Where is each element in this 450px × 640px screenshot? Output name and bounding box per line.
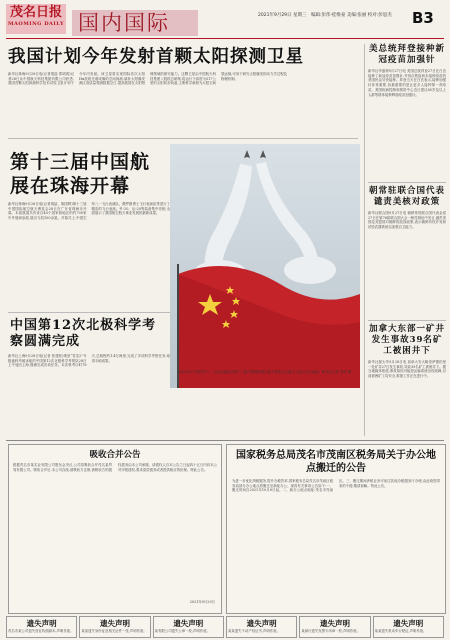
sidebar-headline-3: 加拿大东部一矿井发生事故39名矿工被困井下 [368, 324, 445, 356]
sun-headline: 我国计划今年发射首颗太阳探测卫星 [8, 47, 304, 67]
lost-notice [299, 616, 370, 638]
lost-notice-body: 某某遗失身份证及相关证件一张,声明作废。 [81, 629, 147, 633]
tax-notice-body: 为进一步优化纳税服务,提升办税效率,国家税务总局茂名市茂南区税务局部分办公地点将搬迁至新址办公。现将有关事项公告如下:一、搬迁时间自2021年10月8日起。二、新办公地点地址:茂名市茂南区。三、搬迁期间涉税业务可前往其他办税服务厅办理,由此给您带来的不便,敬请谅解。特此公告。 [232, 479, 440, 493]
lost-notice-title: 遗失声明 [319, 619, 350, 628]
lost-notice-title: 遗失声明 [26, 619, 57, 628]
airshow-body: 新华社珠海9月28日电(记者胡喆、陈国辉)第十三届中国国际航空航天博览会28日在广东省珠海市开幕。本届航展共有来自40个国家和地区的约700家中外展商参展,展出飞机100余架。开幕式上,中国空军八一飞行表演队、俄罗斯勇士飞行表演队等进行了精彩的飞行表演。歼-20、运-20等装备集中亮相,全面展示了我国航空航天事业发展的最新成果。 [8, 202, 170, 221]
sidebar-body-2: 新华社联合国9月27日电 朝鲜常驻联合国代表金星27日在第76届联合国大会一般性辩论中发言,谴责美国及其盟国对朝鲜的敌视政策,表示朝鲜有权开发和试验武器系统以加强自卫能力。 [368, 211, 446, 230]
lost-notice [79, 616, 150, 638]
lost-notice-body: 茂名市某公司遗失营业执照副本,声明作废。 [8, 629, 74, 633]
divider [368, 320, 446, 321]
merger-notice-title: 吸收合并公告 [89, 450, 141, 460]
divider [8, 312, 170, 313]
tax-notice [226, 444, 446, 614]
lost-notice-body: 某有限公司遗失公章一枚,声明作废。 [154, 629, 210, 633]
lost-notice [153, 616, 224, 638]
lost-notice-body: 某某遗失机动车行驶证,声明作废。 [374, 629, 427, 633]
merger-notice [8, 444, 222, 614]
sidebar-body-3: 新华社渥太华9月28日电 加拿大安大略省萨德伯里一处矿井27日发生事故,导致39名矿工被困井下。据当地媒体报道,事故原因可能是运输系统出现故障,目前被困矿工均安全,救援工作正在进行中。 [368, 360, 446, 379]
lost-notice-title: 遗失声明 [99, 619, 130, 628]
lost-notice-title: 遗失声明 [173, 619, 204, 628]
airshow-photo [170, 144, 360, 388]
flag-jets-illustration [170, 144, 360, 388]
logo-subtitle: MAOMING DAILY [7, 21, 65, 27]
newspaper-logo [6, 4, 66, 34]
column-rule [364, 44, 365, 436]
lost-notice-title: 遗失声明 [393, 619, 424, 628]
lost-notice [226, 616, 297, 638]
masthead-rule [6, 38, 444, 39]
page-number: B3 [412, 9, 434, 27]
divider [368, 182, 446, 183]
section-rule [6, 440, 444, 441]
tax-notice-title: 国家税务总局茂名市茂南区税务局关于办公地点搬迁的公告 [236, 450, 436, 474]
photo-caption: 9月28日,中国空军八一飞行表演队在第十三届中国国际航空航天博览会开幕式上进行飞行表演。新华社记者 邓华 摄 [178, 370, 352, 374]
sidebar-headline-2: 朝常驻联合国代表谴责美核对政策 [368, 186, 445, 207]
sun-body: 新华社珠海9月28日电(记者胡喆 郑明鸿)记者28日从中国航天科技集团有限公司获悉,我国首颗太阳探测科学技术试验卫星计划于今年内发射。该卫星将实现国际首次太阳Hα波段光谱成像的空间探测,填补太阳爆发源区高质量观测数据空白,提高我国在太阳物理领域的研究能力。这颗卫星由中国航天科技集团八院抓总研制,将运行于高度为517公里的太阳同步轨道,主要科学载荷为太阳空间望远镜,可用于研究太阳爆发的动力学过程及物理机制。 [8, 72, 287, 86]
sidebar [368, 44, 446, 436]
divider [8, 138, 358, 139]
lost-notice-body: 某某遗失不动产权证书,声明作废。 [227, 629, 280, 633]
lost-notice-body: 某商行遗失发票专用章一枚,声明作废。 [301, 629, 361, 633]
arctic-body: 新华社上海9月28日电(记者 张建松)乘坐“雪龙2”号极地科考破冰船的中国第12次北极科学考察队28日上午返回上海,圆满完成各项任务。本次科考历时78天,总航程约1.4万海里,完成了多项科学考察任务,取得丰硕成果。 [8, 354, 170, 368]
merger-notice-body: 根据茂名市某实业有限公司股东会决议,公司拟吸收合并茂名某贸易有限公司。吸收合并后,本公司存续,被吸收方注销,被吸收方的债权债务由本公司承继。请债权人自本公告之日起四十五日内向本公司申报债权,要求清偿债务或者提供相应的担保。特此公告。 [13, 463, 217, 472]
airshow-headline: 第十三届中国航展在珠海开幕 [10, 151, 151, 197]
lost-notice-title: 遗失声明 [246, 619, 277, 628]
lost-notices [6, 616, 444, 638]
lost-notice [373, 616, 444, 638]
section-title: 国内国际 [72, 10, 198, 36]
sidebar-headline-1: 美总统拜登接种新冠疫苗加强针 [368, 44, 445, 65]
logo-text: 茂名日报 [9, 5, 62, 20]
dateline: 2021年9月29日 星期三 编辑:彭伟·桂维豪 美编:张丽 校对:彭思杰 [258, 13, 392, 18]
arctic-headline: 中国第12次北极科学考察圆满完成 [10, 318, 157, 349]
sidebar-body-1: 新华社华盛顿9月27日电 美国总统拜登27日在白宫接种了新冠疫苗加强针,并再次敦促尚未接种疫苗的美国民众尽快接种。拜登当天在白宫表示,接种加强针非常重要,但最重要的是让更多人接种第一剂疫苗。美国疾病控制和预防中心近日建议65岁及以上人群等群体接种辉瑞疫苗加强针。 [368, 69, 446, 97]
lost-notice [6, 616, 77, 638]
merger-notice-date: 2021年9月29日 [189, 600, 215, 604]
